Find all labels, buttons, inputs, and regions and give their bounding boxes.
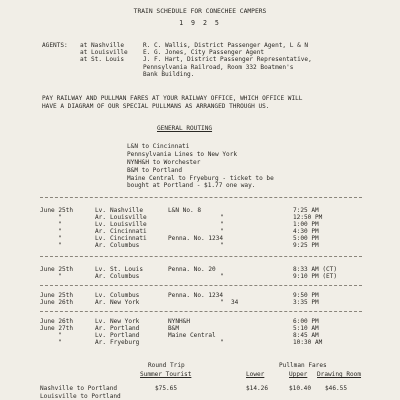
schedule-dir: Lv.	[95, 292, 107, 299]
divider	[40, 285, 362, 286]
schedule-train: " 34	[220, 299, 239, 306]
schedule-train: B&M	[168, 325, 180, 332]
schedule-date: June 27th	[40, 325, 74, 332]
document-year: 1 9 2 5	[179, 19, 221, 27]
agent-stlouis-text-3: Bank Building.	[143, 71, 195, 78]
agent-louisville-text: E. G. Jones, City Passenger Agent	[143, 49, 265, 56]
agent-at-nashville: at Nashville	[80, 42, 125, 49]
schedule-train: "	[220, 214, 224, 221]
fare-drawing: $46.55	[325, 385, 348, 392]
schedule-dir: Lv.	[95, 318, 107, 325]
schedule-date: June 25th	[40, 292, 74, 299]
routing-line: Pennsylvania Lines to New York	[127, 151, 238, 158]
fares-lower-header: Lower	[246, 371, 265, 378]
fare-lower: $14.26	[246, 385, 269, 392]
schedule-time: 7:25 AM	[293, 207, 319, 214]
schedule-station: Cincinnati	[110, 235, 147, 242]
routing-line: Maine Central to Fryeburg - ticket to be	[127, 175, 274, 182]
schedule-time: 12:50 PM	[293, 214, 323, 221]
schedule-time: 8:45 AM	[293, 332, 319, 339]
schedule-station: St. Louis	[110, 266, 144, 273]
fares-pullman-header: Pullman Fares	[279, 362, 327, 369]
schedule-dir: Ar.	[95, 273, 107, 280]
schedule-date: "	[58, 214, 62, 221]
schedule-station: Cincinnati	[110, 228, 147, 235]
divider	[40, 197, 362, 198]
routing-line: L&N to Cincinnati	[127, 143, 190, 150]
fare-summer: $75.65	[155, 385, 178, 392]
schedule-station: New York	[110, 299, 140, 306]
schedule-train: Penna. No. 1234	[168, 292, 224, 299]
schedule-station: Columbus	[110, 292, 140, 299]
schedule-date: "	[58, 242, 62, 249]
schedule-dir: Ar.	[95, 325, 107, 332]
agent-at-stlouis: at St. Louis	[80, 56, 125, 63]
agent-at-louisville: at Louisville	[80, 49, 128, 56]
schedule-dir: Ar.	[95, 299, 107, 306]
schedule-date: "	[58, 339, 62, 346]
notice-line-2: HAVE A DIAGRAM OF OUR SPECIAL PULLMANS AS ARRANGED THROUGH US.	[42, 103, 270, 110]
schedule-date: June 25th	[40, 266, 74, 273]
schedule-dir: Ar.	[95, 242, 107, 249]
schedule-station: Portland	[110, 332, 140, 339]
schedule-station: Louisville	[110, 214, 147, 221]
schedule-date: "	[58, 221, 62, 228]
schedule-dir: Ar.	[95, 339, 107, 346]
schedule-dir: Lv.	[95, 207, 107, 214]
schedule-time: 5:00 PM	[293, 235, 319, 242]
fare-upper: $10.40	[289, 385, 312, 392]
schedule-date: "	[58, 235, 62, 242]
schedule-station: Portland	[110, 325, 140, 332]
schedule-dir: Ar.	[95, 228, 107, 235]
schedule-dir: Lv.	[95, 221, 107, 228]
schedule-station: Columbus	[110, 242, 140, 249]
schedule-time: 10:30 AM	[293, 339, 323, 346]
routing-line: B&M to Portland	[127, 167, 183, 174]
schedule-time: 1:00 PM	[293, 221, 319, 228]
schedule-dir: Lv.	[95, 266, 107, 273]
schedule-time: 9:10 PM (ET)	[293, 273, 338, 280]
schedule-date: "	[58, 332, 62, 339]
schedule-time: 8:33 AM (CT)	[293, 266, 338, 273]
schedule-train: "	[220, 273, 224, 280]
schedule-time: 6:00 PM	[293, 318, 319, 325]
agent-stlouis-text-2: Pennsylvania Railroad, Room 332 Boatmen's	[143, 64, 294, 71]
fares-drawing-header: Drawing Room	[317, 371, 362, 378]
fares-upper-header: Upper	[289, 371, 308, 378]
schedule-time: 5:10 AM	[293, 325, 319, 332]
schedule-time: 9:25 PM	[293, 242, 319, 249]
schedule-date: "	[58, 228, 62, 235]
schedule-train: "	[220, 228, 224, 235]
schedule-time: 9:50 PM	[293, 292, 319, 299]
schedule-train: NYNH&H	[168, 318, 191, 325]
divider	[40, 311, 362, 312]
schedule-station: New York	[110, 318, 140, 325]
schedule-train: Maine Central	[168, 332, 216, 339]
schedule-train: "	[220, 242, 224, 249]
schedule-dir: Lv.	[95, 235, 107, 242]
divider	[40, 256, 362, 257]
schedule-station: Columbus	[110, 273, 140, 280]
routing-line: NYNH&H to Worchester	[127, 159, 201, 166]
schedule-station: Louisville	[110, 221, 147, 228]
schedule-train: L&N No. 8	[168, 207, 202, 214]
schedule-train: "	[220, 339, 224, 346]
agents-heading: AGENTS:	[42, 42, 68, 49]
schedule-dir: Ar.	[95, 214, 107, 221]
fare-route: Nashville to Portland	[40, 385, 118, 392]
agent-stlouis-text: J. F. Hart, District Passenger Representative,	[143, 56, 312, 63]
schedule-time: 3:35 PM	[293, 299, 319, 306]
routing-heading: GENERAL ROUTING	[157, 125, 213, 132]
schedule-train: "	[220, 221, 224, 228]
routing-line: bought at Portland - $1.77 one way.	[127, 182, 256, 189]
schedule-time: 4:30 PM	[293, 228, 319, 235]
schedule-dir: Lv.	[95, 332, 107, 339]
schedule-date: June 25th	[40, 207, 74, 214]
schedule-date: June 26th	[40, 318, 74, 325]
schedule-train: Penna. No. 1234	[168, 235, 224, 242]
fares-round-trip-header: Round Trip	[148, 362, 185, 369]
document-title: TRAIN SCHEDULE FOR CONECHEE CAMPERS	[133, 8, 267, 15]
schedule-station: Nashville	[110, 207, 144, 214]
schedule-train: Penna. No. 20	[168, 266, 216, 273]
agent-nashville-text: R. C. Wallis, District Passenger Agent, L & N	[143, 42, 309, 49]
notice-line-1: PAY RAILWAY AND PULLMAN FARES AT YOUR RAILWAY OFFICE, WHICH OFFICE WILL	[42, 95, 303, 102]
schedule-date: June 26th	[40, 299, 74, 306]
schedule-station: Fryeburg	[110, 339, 140, 346]
schedule-date: "	[58, 273, 62, 280]
fare-route: Louisville to Portland	[40, 393, 121, 400]
fares-summer-header: Summer Tourist	[140, 371, 192, 378]
